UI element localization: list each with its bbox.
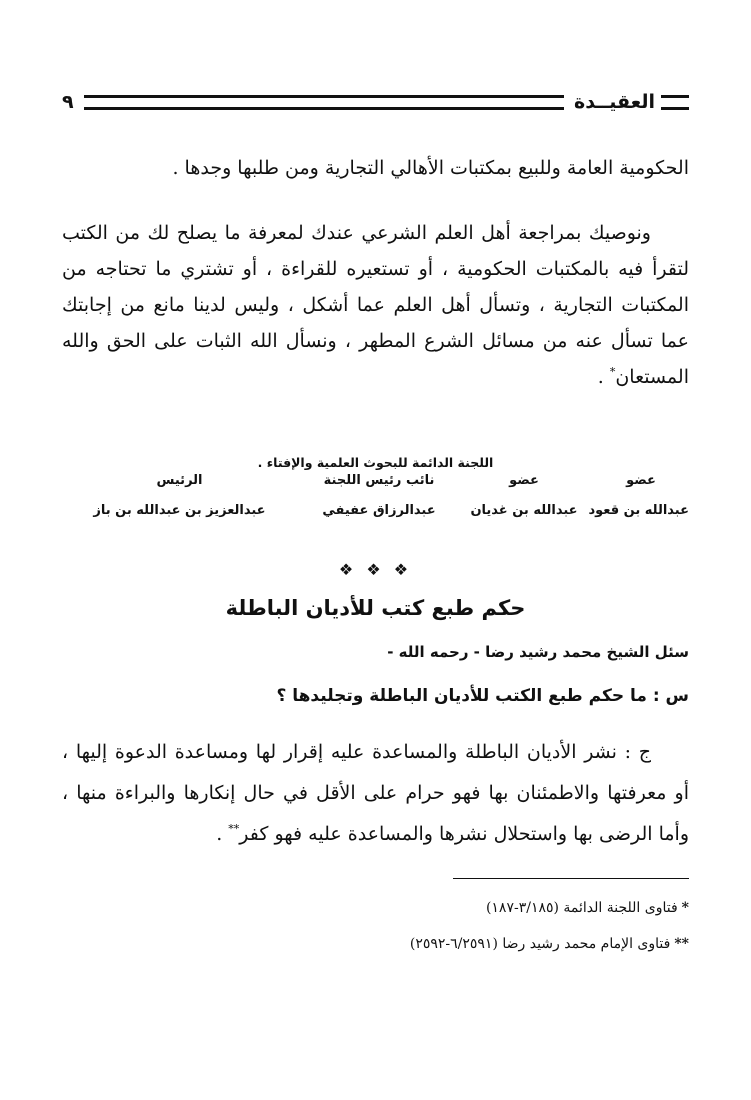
footnote-2-mark: ** — [674, 936, 689, 952]
question-line: س : ما حكم طبع الكتب للأديان الباطلة وتجليدها ؟ — [276, 686, 689, 706]
member-name: عبدالله بن قعود — [588, 503, 689, 518]
footnote-ref-1: * — [609, 365, 616, 379]
section-divider-ornament: ❖ ❖ ❖ — [338, 560, 413, 579]
footnote-2 — [410, 936, 689, 952]
footnote-1 — [486, 900, 689, 916]
paragraph-advice-text: ونوصيك بمراجعة أهل العلم الشرعي عندك لمعرفة ما يصلح لك من الكتب لتقرأ فيه بالمكتبات الحكومية ، أو تستعيره للقراءة ، أو تشتري ما تحتاجه من المكتبات التجارية ، وتسأل أهل العلم عما أشكل ، وليس لدينا مانع من إجابتك عما تسأل عنه من مسائل الشرع المطهر ، ونسأل الله الثبات على الحق والله المستعان — [62, 222, 689, 388]
page-header — [62, 86, 689, 118]
footnote-1-text: فتاوى اللجنة الدائمة (٣/١٨٥-١٨٧) — [485, 900, 678, 916]
answer-paragraph — [62, 732, 689, 855]
member-name: عبدالعزيز بن عبدالله بن باز — [93, 503, 266, 518]
member-name: عبدالرزاق عفيفي — [322, 503, 436, 518]
paragraph-advice-end: . — [597, 366, 610, 388]
answer-text: ج : نشر الأديان الباطلة والمساعدة عليه إقرار لها ومساعدة الدعوة إليها ، أو معرفتها والاطمئنان بها فهو حرام على الأقل في حال إنكارها والبراءة منها ، وأما الرضى بها واستحلال نشرها والمساعدة عليه فهو كفر — [62, 741, 689, 845]
committee-title: اللجنة الدائمة للبحوث العلمية والإفتاء . — [257, 455, 494, 470]
header-title: العقيــدة — [574, 91, 655, 113]
asker-line: سئل الشيخ محمد رشيد رضا - رحمه الله - — [387, 643, 689, 661]
footnote-1-mark: * — [681, 900, 689, 916]
header-rule-short — [661, 95, 689, 110]
header-rule — [84, 95, 564, 110]
member-role: عضو — [626, 473, 656, 488]
member-role: الرئيس — [156, 473, 203, 488]
answer-end: . — [216, 823, 229, 845]
member-role: عضو — [509, 473, 539, 488]
member-name: عبدالله بن غديان — [470, 503, 578, 518]
footnote-separator — [453, 878, 689, 879]
page-number: ٩ — [62, 91, 74, 113]
footnote-ref-2: ** — [228, 822, 240, 836]
footnote-2-text: فتاوى الإمام محمد رشيد رضا (٦/٢٥٩١-٢٥٩٢) — [409, 936, 671, 952]
paragraph-continuation: الحكومية العامة وللبيع بمكتبات الأهالي التجارية ومن طلبها وجدها . — [172, 157, 689, 179]
member-role: نائب رئيس اللجنة — [323, 473, 435, 488]
paragraph-advice — [62, 215, 689, 395]
section-title: حكم طبع كتب للأديان الباطلة — [225, 596, 526, 620]
